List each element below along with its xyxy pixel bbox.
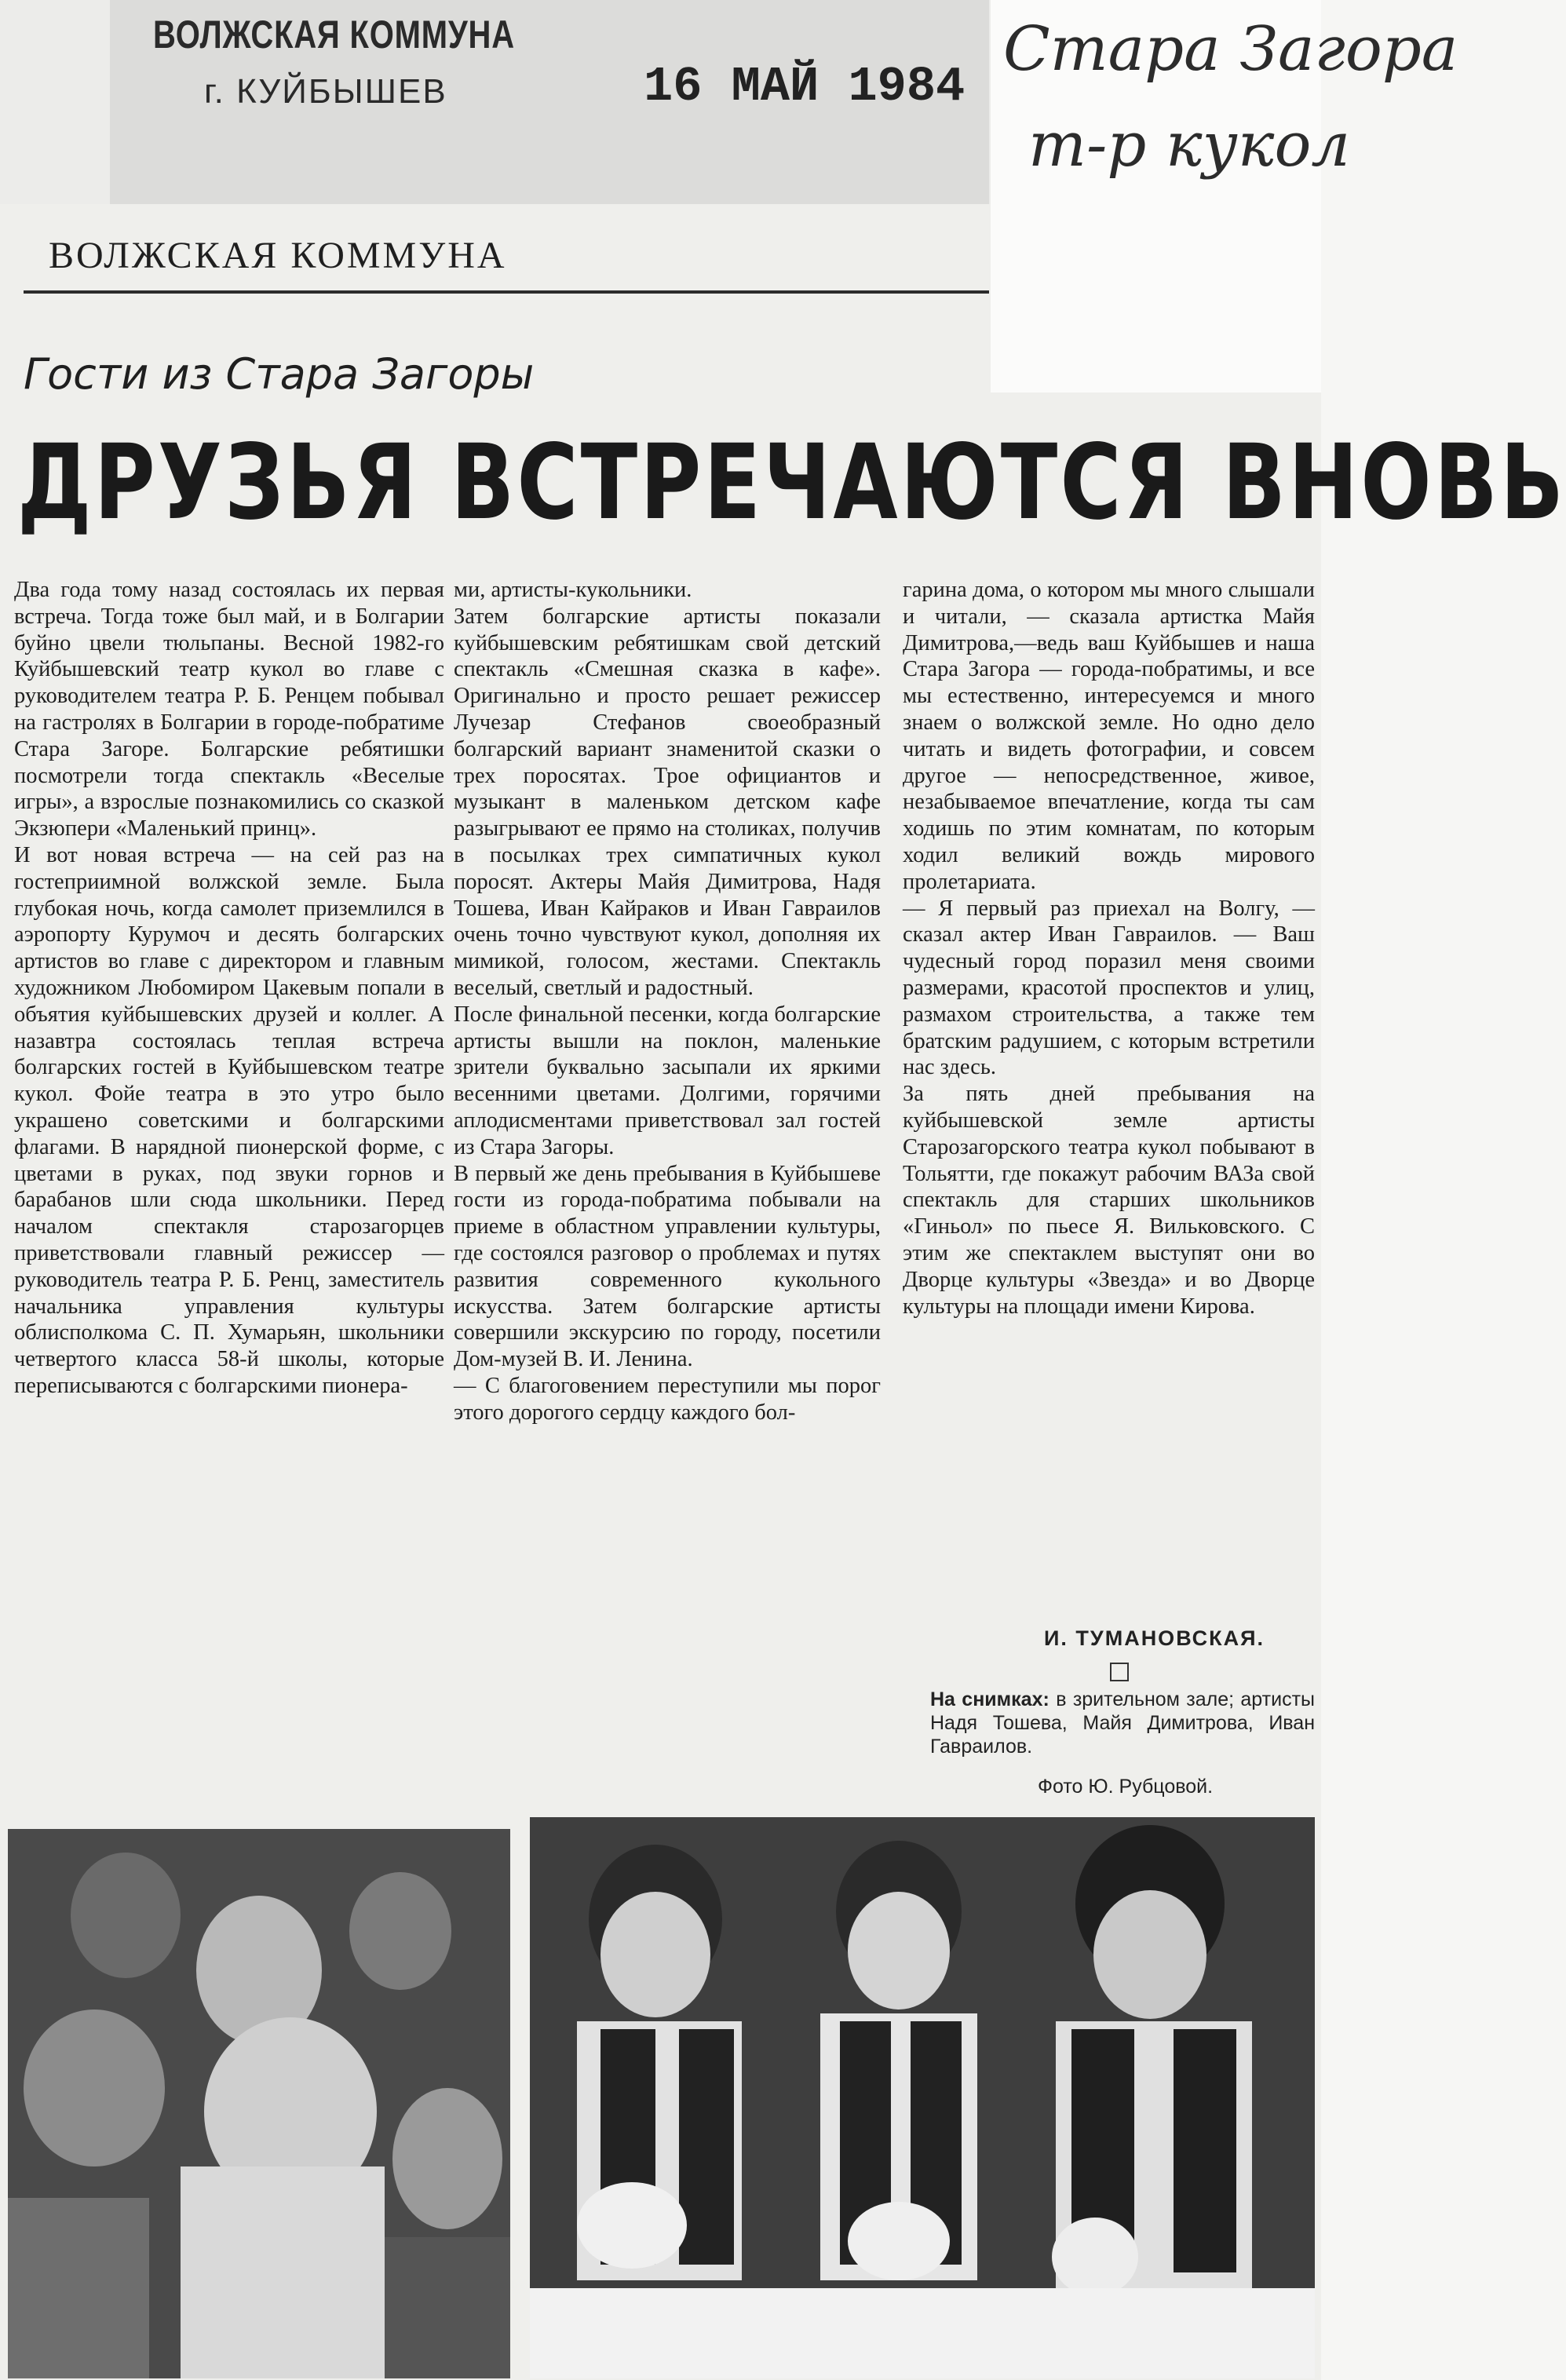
article-headline: ДРУЗЬЯ ВСТРЕЧАЮТСЯ ВНОВЬ (17, 422, 1566, 543)
paragraph: ми, артисты-кукольники. (454, 578, 692, 602)
paragraph: Два года тому назад состоялась их первая встреча. Тогда тоже был май, и в Болгарии буйно цвели тюльпаны. Весной 1982-го Куйбышевский театр кукол во главе с руководителем театра Р. Б. Ренцем побывал на гастролях в Болгарии в городе-побратиме Стара Загоре. Болгарские ребятишки посмотрели тогда спектакль «Веселые игры», а взрослые познакомились со сказкой Экзюпери «Маленький принц». (14, 578, 444, 841)
article-column-3 (903, 577, 1315, 1320)
separator-square-icon (1110, 1663, 1129, 1681)
photo-audience-image (8, 1829, 510, 2378)
paragraph: гарина дома, о котором мы много слышали и читали, — сказала артистка Майя Димитрова,—ведь ваш Куйбышев и наша Стара Загора — города-побратимы, и все мы естественно, интересуемся и много знаем о волжской земле. Но одно дело читать и видеть фотографии, и совсем другое — непосредственное, живое, незабываемое впечатление, когда ты сам ходишь по этим комнатам, по которым ходил великий вождь мирового пролетариата. (903, 578, 1315, 894)
paragraph: Затем болгарские артисты показали куйбышевским ребятишкам свой детский спектакль «Смешная сказка в кафе». Оригинально и просто решает режиссер Лучезар Стефанов своеобразный болгарский вариант знаменитой сказки о трех поросятах. Трое официантов и музыкант в маленьком детском кафе разыгрывают ее прямо на столиках, получив в посылках трех симпатичных кукол поросят. Актеры Майя Димитрова, Надя Тошева, Иван Кайраков и Иван Гавраилов очень точно чувствуют кукол, дополняя их мимикой, голосом, жестами. Спектакль веселый, светлый и радостный. (454, 604, 881, 1000)
stamp-city: г. КУЙБЫШЕВ (204, 72, 447, 111)
article-kicker: Гости из Стара Загоры (24, 349, 535, 399)
stamp-date: 16 МАЙ 1984 (644, 59, 966, 115)
paragraph: После финальной песенки, когда болгарские артисты вышли на поклон, маленькие зрители буквально засыпали их яркими весенними цветами. Долгими, горячими аплодисментами приветствовал зал гостей из Стара Загоры. (454, 1002, 881, 1159)
photo-artists-image (530, 1817, 1315, 2378)
handwritten-note-line1: Стара Загора (1003, 14, 1458, 85)
author-byline: И. ТУМАНОВСКАЯ. (1044, 1626, 1265, 1650)
photo-audience (8, 1829, 510, 2378)
photo-artists (530, 1817, 1315, 2378)
paragraph: В первый же день пребывания в Куйбышеве гости из города-побратима побывали на приеме в областном управлении культуры, где состоялся разговор о проблемах и путях развития современного кукольного искусства. Затем болгарские артисты совершили экскурсию по городу, посетили Дом-музей В. И. Ленина. (454, 1161, 881, 1372)
paragraph: За пять дней пребывания на куйбышевской земле артисты Старозагорского театра кукол побывают в Тольятти, где покажут рабочим ВАЗа свой спектакль для старших школьников «Гиньол» по пьесе Я. Вильковского. С этим же спектаклем выступят они во Дворце культуры «Звезда» и во Дворце культуры на площади имени Кирова. (903, 1082, 1315, 1319)
stamp-newspaper-name: ВОЛЖСКАЯ КОММУНА (153, 13, 515, 57)
paragraph: — С благоговением переступили мы порог этого дорогого сердцу каждого бол- (454, 1373, 881, 1425)
photo-credit: Фото Ю. Рубцовой. (1038, 1776, 1214, 1798)
masthead-rule (24, 290, 989, 294)
article-column-2 (454, 577, 881, 1426)
article-column-1 (14, 577, 444, 1400)
handwritten-note-line2: т-р кукол (1028, 110, 1351, 181)
paragraph: И вот новая встреча — на сей раз на гостеприимной волжской земле. Была глубокая ночь, когда самолет приземлился в аэропорту Курумоч и десять болгарских артистов во главе с директором и главным художником Любомиром Цакевым попали в объятия куйбышевских друзей и коллег. А назавтра состоялась теплая встреча болгарских гостей в Куйбышевском театре кукол. Фойе театра в это утро было украшено советскими и болгарскими флагами. В нарядной пионерской форме, с цветами в руках, под звуки горнов и барабанов шли сюда школьники. Перед началом спектакля старозагорцев приветствовали главный режиссер — руководитель театра Р. Б. Ренц, заместитель начальника управления культуры облисполкома С. П. Хумарьян, школьники четвертого класса 58-й школы, которые переписываются с болгарскими пионера- (14, 842, 444, 1398)
masthead: ВОЛЖСКАЯ КОММУНА (49, 235, 507, 276)
paragraph: — Я первый раз приехал на Волгу, — сказал актер Иван Гавраилов. — Ваш чудесный город поразил меня своими размерами, красотой проспектов и улиц, размахом строительства, а также тем братским радушием, с которым встретили нас здесь. (903, 896, 1315, 1080)
photo-caption (930, 1688, 1315, 1758)
caption-lead: На снимках: (930, 1688, 1049, 1710)
caption-text: в зрительном зале; артисты Надя Тошева, Майя Димитрова, Иван Гавраилов. (930, 1688, 1315, 1758)
